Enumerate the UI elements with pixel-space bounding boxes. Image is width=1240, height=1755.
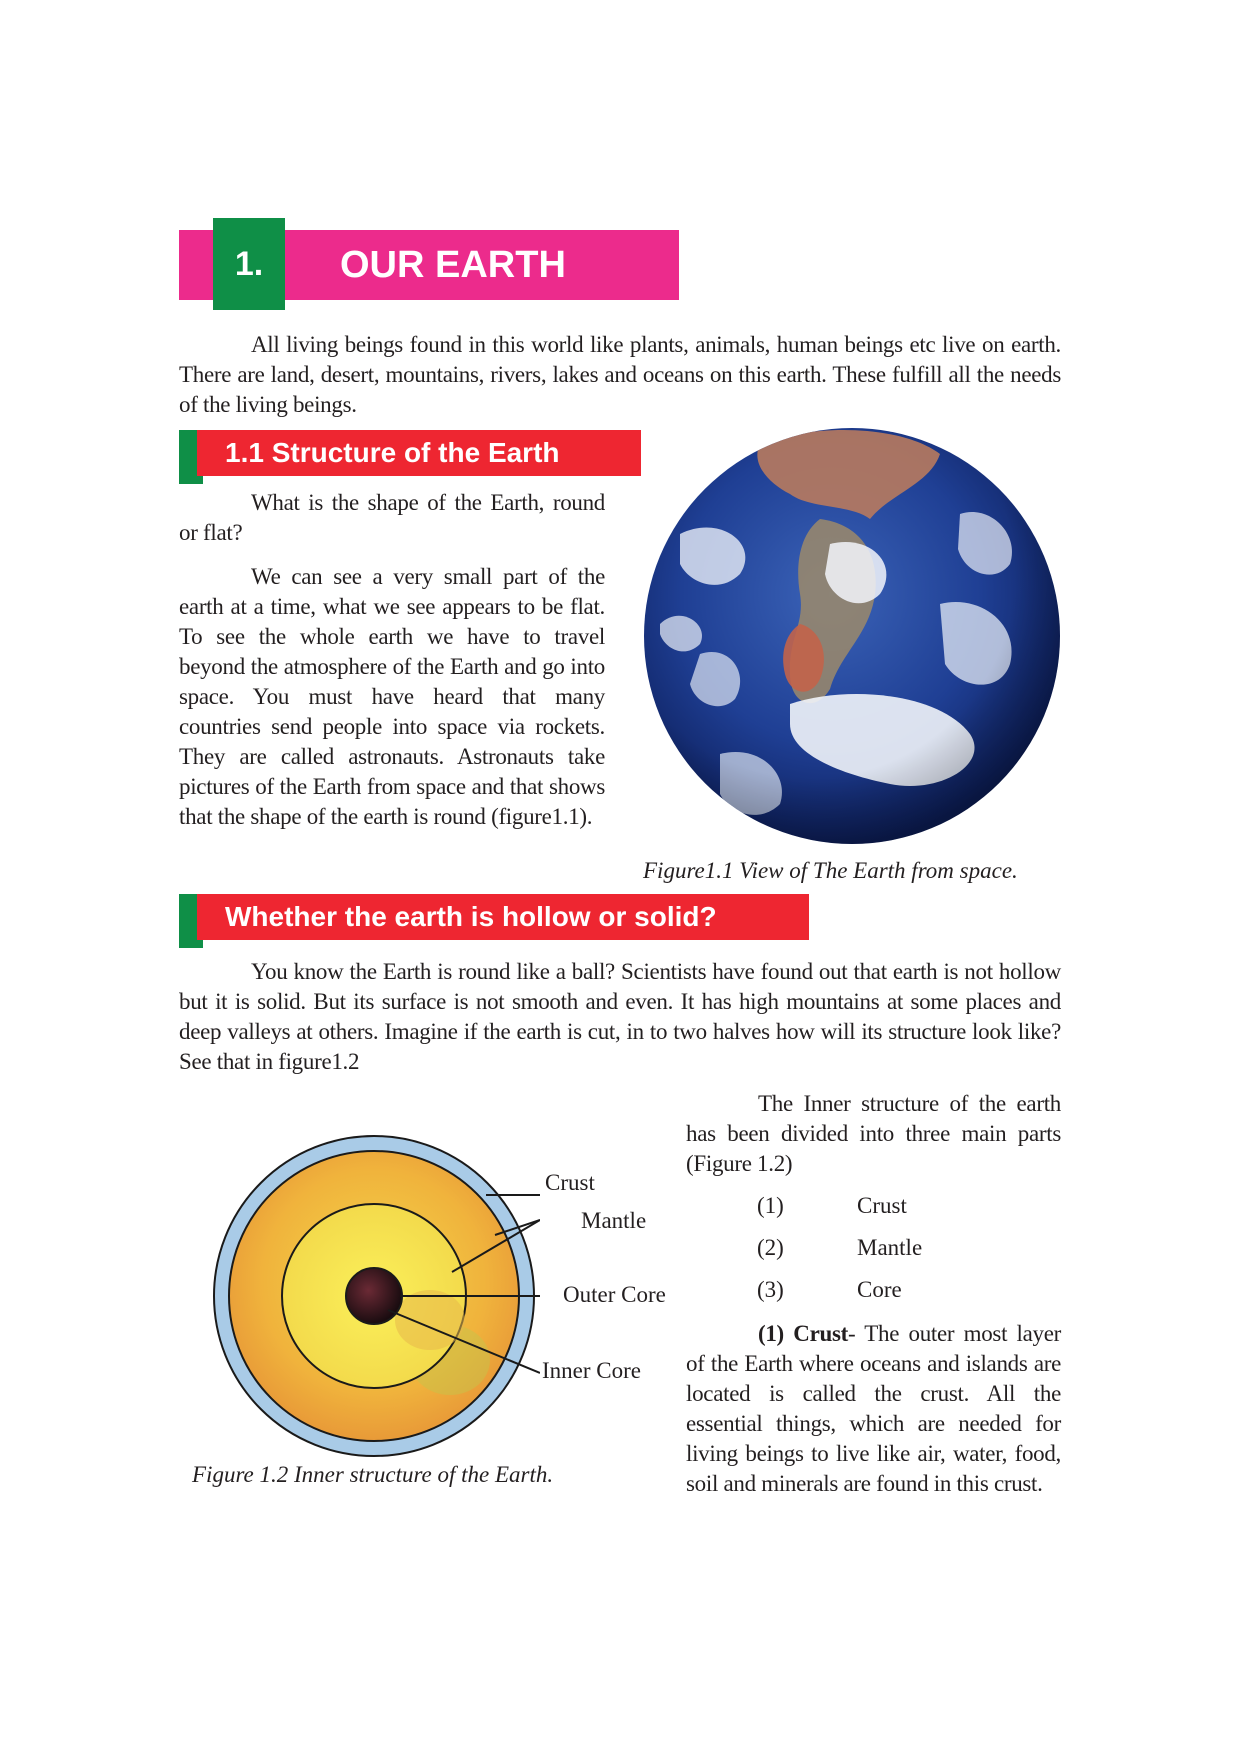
part-name: Core xyxy=(857,1277,902,1302)
earth-inner-structure-diagram xyxy=(210,1130,540,1460)
earth-from-space-image xyxy=(640,424,1064,848)
part-number: (2) xyxy=(757,1235,784,1260)
crust-definition: - The outer most layer of the Earth where oceans and islands are located is called the crust. All the essential things, which are needed for living beings to live like air, water, food, soil and minerals are found in this crust. xyxy=(686,1321,1061,1496)
section-heading-hollow-solid: Whether the earth is hollow or solid? xyxy=(197,894,809,940)
section-heading-structure: 1.1 Structure of the Earth xyxy=(197,430,641,476)
shape-question-paragraph: What is the shape of the Earth, round or flat? xyxy=(179,490,605,545)
crust-description-paragraph xyxy=(686,1319,1061,1499)
chapter-title: OUR EARTH xyxy=(340,244,566,286)
part-number: (3) xyxy=(757,1277,784,1302)
inner-core-label: Inner Core xyxy=(542,1358,641,1383)
part-number: (1) xyxy=(757,1193,784,1218)
figure-1-1-caption: Figure1.1 View of The Earth from space. xyxy=(643,858,1018,883)
astronauts-paragraph: We can see a very small part of the earth at a time, what we see appears to be flat. To see the whole earth we have to travel beyond the atmosphere of the Earth and go into space. You must have heard that many countries send people into space via rockets. They are called astronauts. Astronauts take pictures of the Earth from space and that shows that the shape of the earth is round (figure1.1). xyxy=(179,564,605,829)
mantle-label: Mantle xyxy=(581,1208,647,1233)
hollow-solid-paragraph: You know the Earth is round like a ball? Scientists have found out that earth is not hollow but it is solid. But its surface is not smooth and even. It has high mountains at some places and deep valleys at others. Imagine if the earth is cut, in to two halves how will its structure look like? See that in figure1.2 xyxy=(179,959,1061,1074)
part-name: Mantle xyxy=(857,1235,923,1260)
inner-core-layer xyxy=(346,1268,402,1324)
crust-label: Crust xyxy=(545,1170,595,1195)
chapter-number: 1. xyxy=(213,218,285,310)
intro-paragraph: All living beings found in this world like plants, animals, human beings etc live on earth. There are land, desert, mountains, rivers, lakes and oceans on this earth. These fulfill all the needs of the living beings. xyxy=(179,332,1061,417)
figure-1-2-caption: Figure 1.2 Inner structure of the Earth. xyxy=(192,1462,554,1487)
inner-structure-paragraph: The Inner structure of the earth has been divided into three main parts (Figure 1.2) xyxy=(686,1091,1061,1176)
part-name: Crust xyxy=(857,1193,907,1218)
outer-core-label: Outer Core xyxy=(563,1282,666,1307)
crust-term: (1) Crust xyxy=(758,1321,848,1346)
